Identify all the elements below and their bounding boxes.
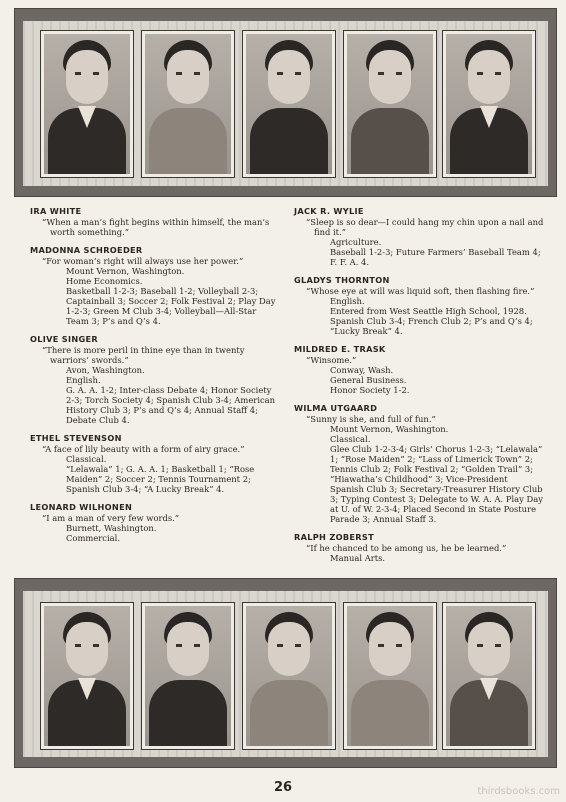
student-detail: Honor Society 1-2. [330,385,410,395]
student-detail: Baseball 1-2-3; Future Farmers’ Baseball Team 4; F. F. A. 4. [330,247,541,267]
student-detail: Spanish Club 3-4; French Club 2; P’s and Q’s 4; “Lucky Break” 4. [330,316,533,336]
student-name: GLADYS THORNTON [294,275,390,285]
student-quote: “Sunny is she, and full of fun.” [306,414,436,424]
left-text-column [30,206,278,551]
right-text-column [294,206,544,571]
student-detail: English. [330,296,365,306]
portrait-photo [344,603,436,749]
student-detail: General Business. [330,375,407,385]
student-entry [294,532,544,563]
student-detail: English. [66,375,101,385]
student-detail: Manual Arts. [330,553,386,563]
student-entry [294,206,544,267]
student-quote: “Whose eye at will was liquid soft, then flashing fire.” [306,286,535,296]
student-quote: “When a man’s fight begins within himself, the man’s worth something.” [42,217,270,237]
student-name: MADONNA SCHROEDER [30,245,143,255]
student-detail: G. A. A. 1-2; Inter-class Debate 4; Honor Society 2-3; Torch Society 4; Spanish Club 3-4; American History Club 3; P’s and Q’s 4; Annual Staff 4; Debate Club 4. [66,385,276,425]
student-name: MILDRED E. TRASK [294,344,386,354]
student-detail: Mount Vernon, Washington. [330,424,449,434]
portrait-photo [41,603,133,749]
portrait-photo [443,31,535,177]
student-entry [294,275,544,336]
student-quote: “For woman’s right will always use her power.” [42,256,244,266]
student-name: RALPH ZOBERST [294,532,374,542]
student-entry [294,344,544,395]
student-detail: Classical. [66,454,107,464]
student-name: LEONARD WILHONEN [30,502,133,512]
portrait-photo [243,603,335,749]
student-quote: “Sleep is so dear—I could hang my chin upon a nail and find it.” [306,217,544,237]
student-detail: Avon, Washington. [66,365,145,375]
student-name: IRA WHITE [30,206,82,216]
student-detail: Entered from West Seattle High School, 1928. [330,306,527,316]
student-entry [30,502,278,543]
student-entry [30,433,278,494]
student-detail: Basketball 1-2-3; Baseball 1-2; Volleyball 2-3; Captainball 3; Soccer 2; Folk Festival 2; Play Day 1-2-3; Green M Club 3-4; Volleyball—All-Star Team 3; P’s and Q’s 4. [66,286,276,326]
portrait-photo [41,31,133,177]
student-entry [294,403,544,524]
student-entry [30,334,278,425]
top-photo-band [14,8,557,197]
student-detail: Burnett, Washington. [66,523,157,533]
student-entry [30,245,278,326]
bottom-photo-band [14,578,557,768]
student-detail: “Lelawala” 1; G. A. A. 1; Basketball 1; “Rose Maiden” 2; Soccer 2; Tennis Tournament 2; Spanish Club 3-4; “A Lucky Break” 4. [66,464,255,494]
student-detail: Conway, Wash. [330,365,394,375]
portrait-photo [142,603,234,749]
portrait-photo [443,603,535,749]
student-detail: Home Economics. [66,276,143,286]
page-number: 26 [273,780,293,795]
student-name: WILMA UTGAARD [294,403,378,413]
student-entry [30,206,278,237]
portrait-photo [344,31,436,177]
student-name: OLIVE SINGER [30,334,99,344]
student-detail: Agriculture. [330,237,382,247]
portrait-photo [142,31,234,177]
student-detail: Commercial. [66,533,120,543]
student-quote: “A face of lily beauty with a form of airy grace.” [42,444,245,454]
student-detail: Mount Vernon, Washington. [66,266,185,276]
student-detail: Glee Club 1-2-3-4; Girls’ Chorus 1-2-3; “Lelawala” 1; “Rose Maiden” 2; “Lass of Limerick Town” 2; Tennis Club 2; Folk Festival 2; “Golden Trail” 3; “Hiawatha’s Childhood” 3; Vice-President Spanish Club 3; Secretary-Treasurer History Club 3; Typing Contest 3; Delegate to W. A. A. Play Day at U. of W. 2-3-4; Placed Second in State Posture Parade 3; Annual Staff 3. [330,444,543,524]
student-quote: “Winsome.” [306,355,357,365]
portrait-photo [243,31,335,177]
student-name: ETHEL STEVENSON [30,433,122,443]
student-detail: Classical. [330,434,371,444]
student-quote: “If he chanced to be among us, he be learned.” [306,543,507,553]
student-name: JACK R. WYLIE [294,206,364,216]
watermark-text: thirdsbooks.com [477,786,560,797]
student-quote: “I am a man of very few words.” [42,513,180,523]
student-quote: “There is more peril in thine eye than in twenty warriors’ swords.” [42,345,245,365]
